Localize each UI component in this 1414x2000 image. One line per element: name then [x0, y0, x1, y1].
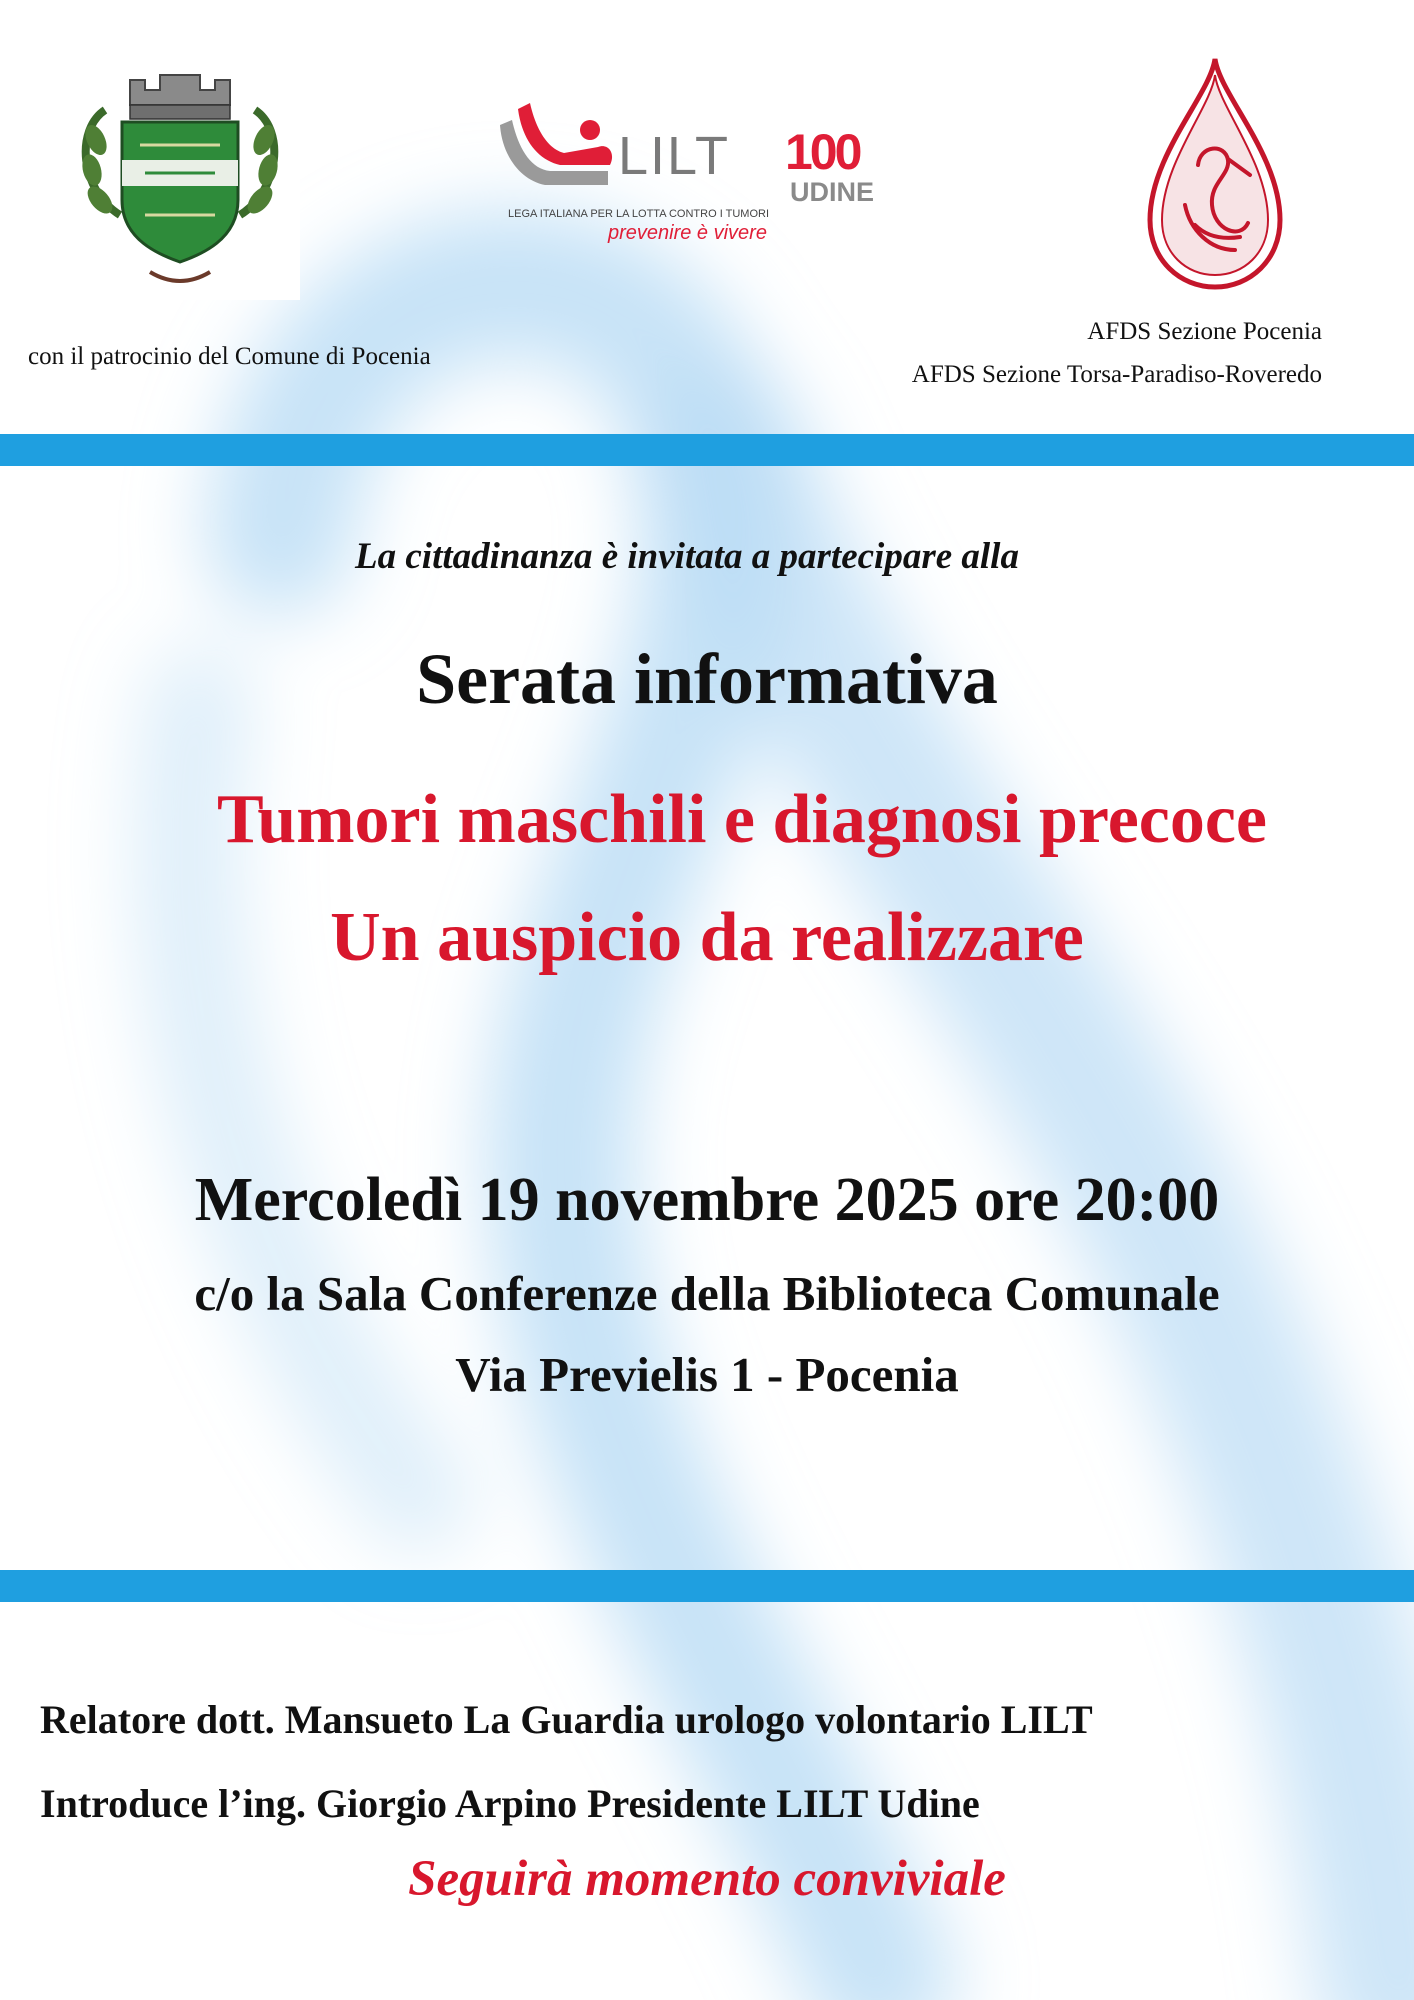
- speaker-line: Relatore dott. Mansueto La Guardia urologo volontario LILT: [40, 1697, 1093, 1742]
- afds-section-pocenia: AFDS Sezione Pocenia: [1087, 318, 1322, 345]
- afds-sections: [912, 310, 1322, 396]
- event-subtitle-2: Un auspicio da realizzare: [330, 899, 1084, 976]
- coat-of-arms-logo: [60, 50, 300, 300]
- closing-note: Seguirà momento conviviale: [408, 1851, 1006, 1907]
- event-date: Mercoledì 19 novembre 2025 ore 20:00: [194, 1166, 1220, 1234]
- bottom-divider-stripe: [0, 1570, 1414, 1602]
- speaker-line: Introduce l’ing. Giorgio Arpino Presidente LILT Udine: [40, 1781, 980, 1826]
- event-address: Via Previelis 1 - Pocenia: [455, 1347, 959, 1402]
- lilt-motto: prevenire è vivere: [608, 222, 767, 244]
- top-divider-stripe: [0, 434, 1414, 466]
- invitation-line: La cittadinanza è invitata a partecipare alla: [355, 536, 1019, 577]
- afds-blood-drop-logo: [1140, 55, 1290, 295]
- patronage-note: con il patrocinio del Comune di Pocenia: [28, 343, 431, 370]
- event-venue: c/o la Sala Conferenze della Biblioteca Comunale: [194, 1266, 1220, 1321]
- lilt-anniversary: 100: [785, 124, 860, 180]
- speakers-list: [40, 1678, 1093, 1846]
- lilt-city: UDINE: [790, 177, 875, 207]
- afds-section-torsa: AFDS Sezione Torsa-Paradiso-Roveredo: [911, 361, 1322, 388]
- lilt-logo: [490, 85, 900, 260]
- event-title: Serata informativa: [416, 639, 998, 719]
- lilt-tagline: LEGA ITALIANA PER LA LOTTA CONTRO I TUMORI: [508, 208, 770, 220]
- lilt-wordmark: LILT: [618, 126, 731, 186]
- event-subtitle-1: Tumori maschili e diagnosi precoce: [217, 781, 1267, 858]
